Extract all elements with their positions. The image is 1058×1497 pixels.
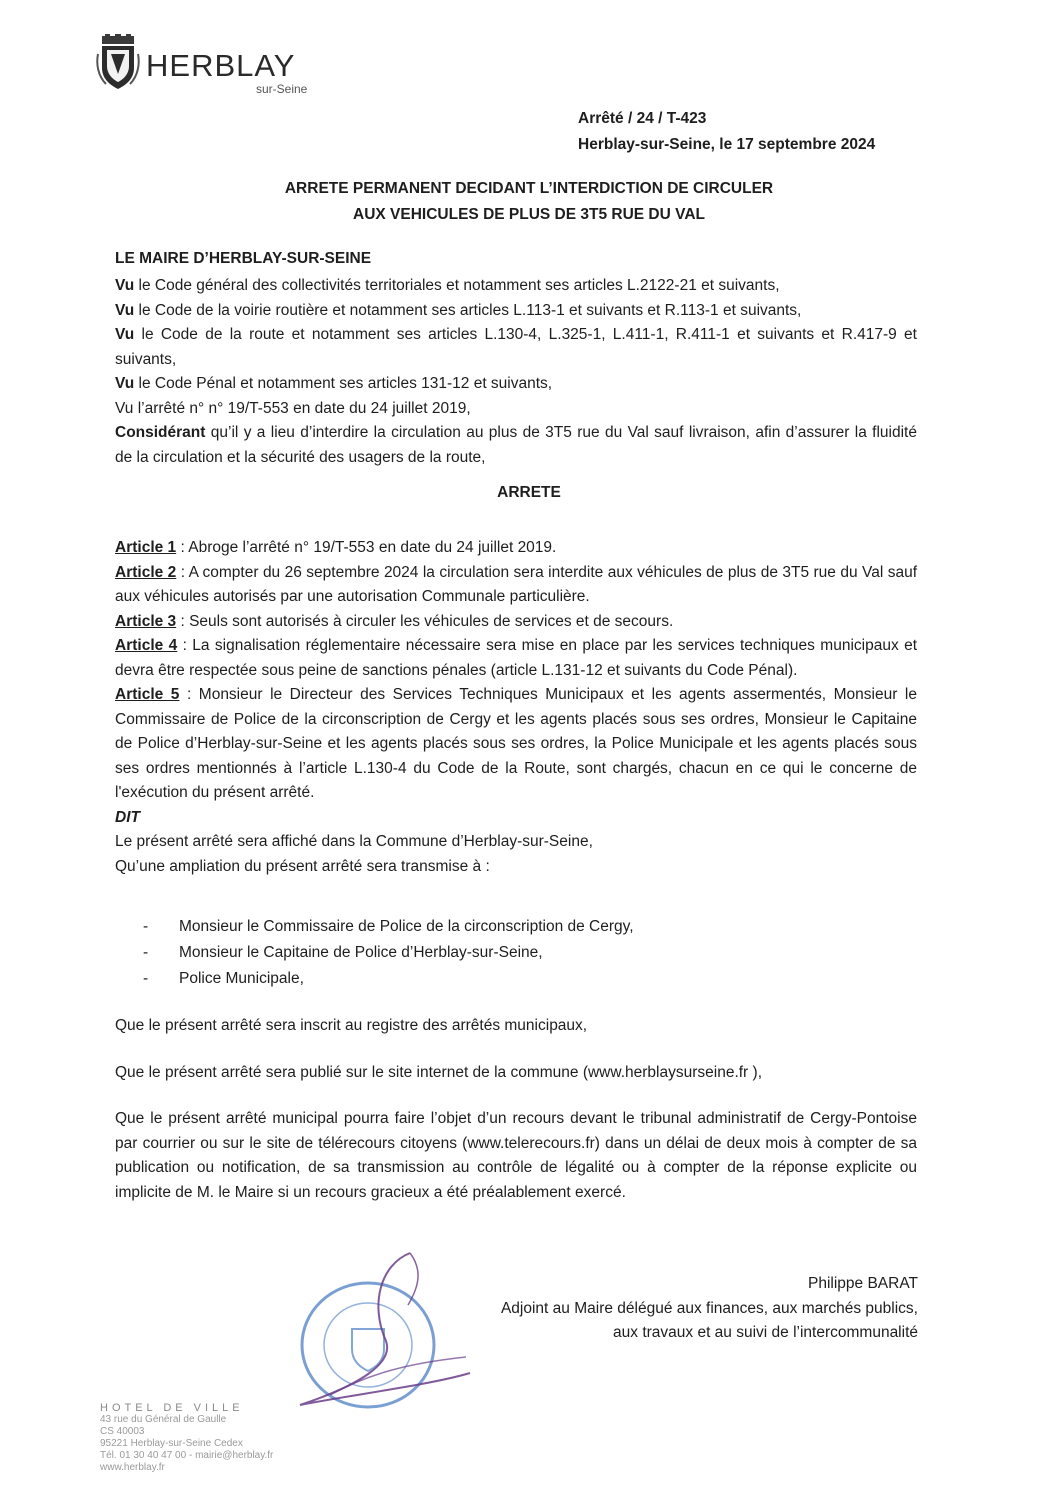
recipient-text: Monsieur le Commissaire de Police de la circonscription de Cergy,: [179, 918, 634, 935]
visa-item: [115, 397, 917, 422]
arrete-heading: ARRETE: [497, 484, 561, 501]
maire-heading: LE MAIRE D’HERBLAY-SUR-SEINE: [115, 250, 372, 267]
dit-line-1: Le présent arrêté sera affiché dans la Commune d’Herblay-sur-Seine,: [115, 833, 593, 850]
footer-line: 95221 Herblay-sur-Seine Cedex: [100, 1438, 243, 1449]
title-line-2: AUX VEHICULES DE PLUS DE 3T5 RUE DU VAL: [353, 206, 705, 223]
article-label: Article 3: [115, 612, 177, 630]
footer-line: www.herblay.fr: [100, 1462, 165, 1473]
title-line-1: ARRETE PERMANENT DECIDANT L’INTERDICTION DE CIRCULER: [284, 180, 774, 197]
article-1: [115, 536, 917, 561]
visa-text: le Code Pénal et notamment ses articles 131-12 et suivants,: [134, 375, 553, 392]
article-label: Article 4: [115, 637, 178, 654]
article-text: : Abroge l’arrêté n° 19/T-553 en date du 24 juillet 2019.: [176, 539, 557, 556]
visa-text: le Code de la route et notamment ses articles L.130-4, L.325-1, L.411-1, R.411-1 et suivants et R.417-9 et suivants,: [115, 326, 917, 368]
recipients-list: [143, 914, 634, 992]
visas-section: [115, 274, 917, 470]
visa-item: [115, 274, 917, 299]
visa-text: le Code général des collectivités territoriales et notamment ses articles L.2122-21 et suivants,: [134, 277, 780, 294]
closing-section: [115, 1014, 917, 1227]
dash-bullet: -: [143, 970, 149, 987]
article-5: [115, 683, 917, 806]
dit-heading: DIT: [115, 808, 140, 826]
reference-number: Arrêté / 24 / T-423: [578, 110, 707, 127]
article-label: Article 1: [115, 539, 177, 556]
footer-line: Tél. 01 30 40 47 00 - mairie@herblay.fr: [100, 1450, 274, 1461]
considerant-lead: Considérant: [115, 424, 206, 441]
article-text: : A compter du 26 septembre 2024 la circulation sera interdite aux véhicules de plus de 3T5 rue du Val sauf aux véhicules autorisés par une autorisation Communale particulière.: [115, 563, 917, 605]
article-label: Article 5: [115, 686, 180, 703]
reference-place-date: Herblay-sur-Seine, le 17 septembre 2024: [578, 136, 876, 153]
closing-paragraph: Que le présent arrêté sera inscrit au registre des arrêtés municipaux,: [115, 1017, 588, 1034]
visa-item: [115, 299, 917, 324]
article-4: [115, 634, 917, 683]
signatory-role-2: aux travaux et au suivi de l’intercommunalité: [613, 1324, 918, 1341]
list-item: [143, 966, 634, 992]
footer-line: CS 40003: [100, 1426, 145, 1437]
signatory-name: Philippe BARAT: [808, 1275, 918, 1292]
closing-paragraph: Que le présent arrêté sera publié sur le site internet de la commune (www.herblaysurseine.fr ),: [115, 1063, 762, 1081]
visa-lead: Vu: [115, 326, 135, 343]
recipient-text: Police Municipale,: [179, 970, 304, 987]
signatory-role-1: Adjoint au Maire délégué aux finances, aux marchés publics,: [500, 1299, 918, 1317]
herblay-logo: [96, 30, 326, 100]
signature-block: [501, 1272, 918, 1346]
document-title: [0, 176, 1058, 228]
list-item: [143, 914, 634, 940]
article-text: : Seuls sont autorisés à circuler les véhicules de services et de secours.: [176, 612, 674, 630]
reference-block: [578, 106, 875, 158]
articles-section: [115, 536, 917, 879]
logo-name: HERBLAY: [146, 48, 296, 83]
dash-bullet: -: [143, 944, 149, 961]
visa-lead: Vu: [115, 375, 135, 392]
visa-item: [115, 372, 917, 397]
visa-lead: Vu: [115, 301, 135, 319]
footer-title: HOTEL DE VILLE: [100, 1402, 244, 1414]
article-text: : Monsieur le Directeur des Services Techniques Municipaux et les agents assermentés, Monsieur le Commissaire de Police de la circonscription de Cergy et les agents placés sous ses ordres, Monsieur le Capitaine de Police d’Herblay-sur-Seine et les agents placés sous ses ordres, la Police Municipale et les agents placés sous ses ordres mentionnés à l’article L.130-4 du Code de la Route, sont chargés, chacun en ce qui le concerne de l'exécution du présent arrêté.: [115, 686, 917, 801]
considerant-text: qu’il y a lieu d’interdire la circulation au plus de 3T5 rue du Val sauf livraison, afin d’assurer la fluidité de la circulation et la sécurité des usagers de la route,: [115, 424, 917, 466]
footer-line: 43 rue du Général de Gaulle: [100, 1414, 227, 1425]
visa-item: [115, 323, 917, 372]
dit-line-2: Qu’une ampliation du présent arrêté sera transmise à :: [115, 857, 490, 875]
closing-paragraph: Que le présent arrêté municipal pourra faire l’objet d’un recours devant le tribunal administratif de Cergy-Pontoise par courrier ou sur le site de télérecours citoyens (www.telerecours.fr) dans un délai de deux mois à compter de sa publication ou notification, de sa transmission au contrôle de légalité ou à compter de la réponse explicite ou implicite de M. le Maire si un recours gracieux a été préalablement exercé.: [115, 1110, 917, 1201]
list-item: [143, 940, 634, 966]
coat-of-arms-icon: [96, 34, 140, 90]
dash-bullet: -: [143, 918, 149, 935]
recipient-text: Monsieur le Capitaine de Police d’Herblay-sur-Seine,: [179, 944, 543, 961]
article-2: [115, 561, 917, 610]
visa-text: le Code de la voirie routière et notamment ses articles L.113-1 et suivants et R.113-1 et suivants,: [134, 301, 802, 319]
footer-address: [100, 1402, 273, 1474]
logo-subtitle: sur-Seine: [256, 82, 308, 96]
visa-text: Vu l’arrêté n° n° 19/T-553 en date du 24 juillet 2019,: [115, 399, 471, 417]
official-stamp-and-signature-icon: [290, 1245, 480, 1425]
article-label: Article 2: [115, 563, 177, 581]
considerant-item: [115, 421, 917, 470]
article-text: : La signalisation réglementaire nécessaire sera mise en place par les services techniques municipaux et devra être respectée sous peine de sanctions pénales (article L.131-12 et suivants du Code Pénal).: [115, 637, 917, 679]
visa-lead: Vu: [115, 277, 135, 294]
article-3: [115, 610, 917, 635]
